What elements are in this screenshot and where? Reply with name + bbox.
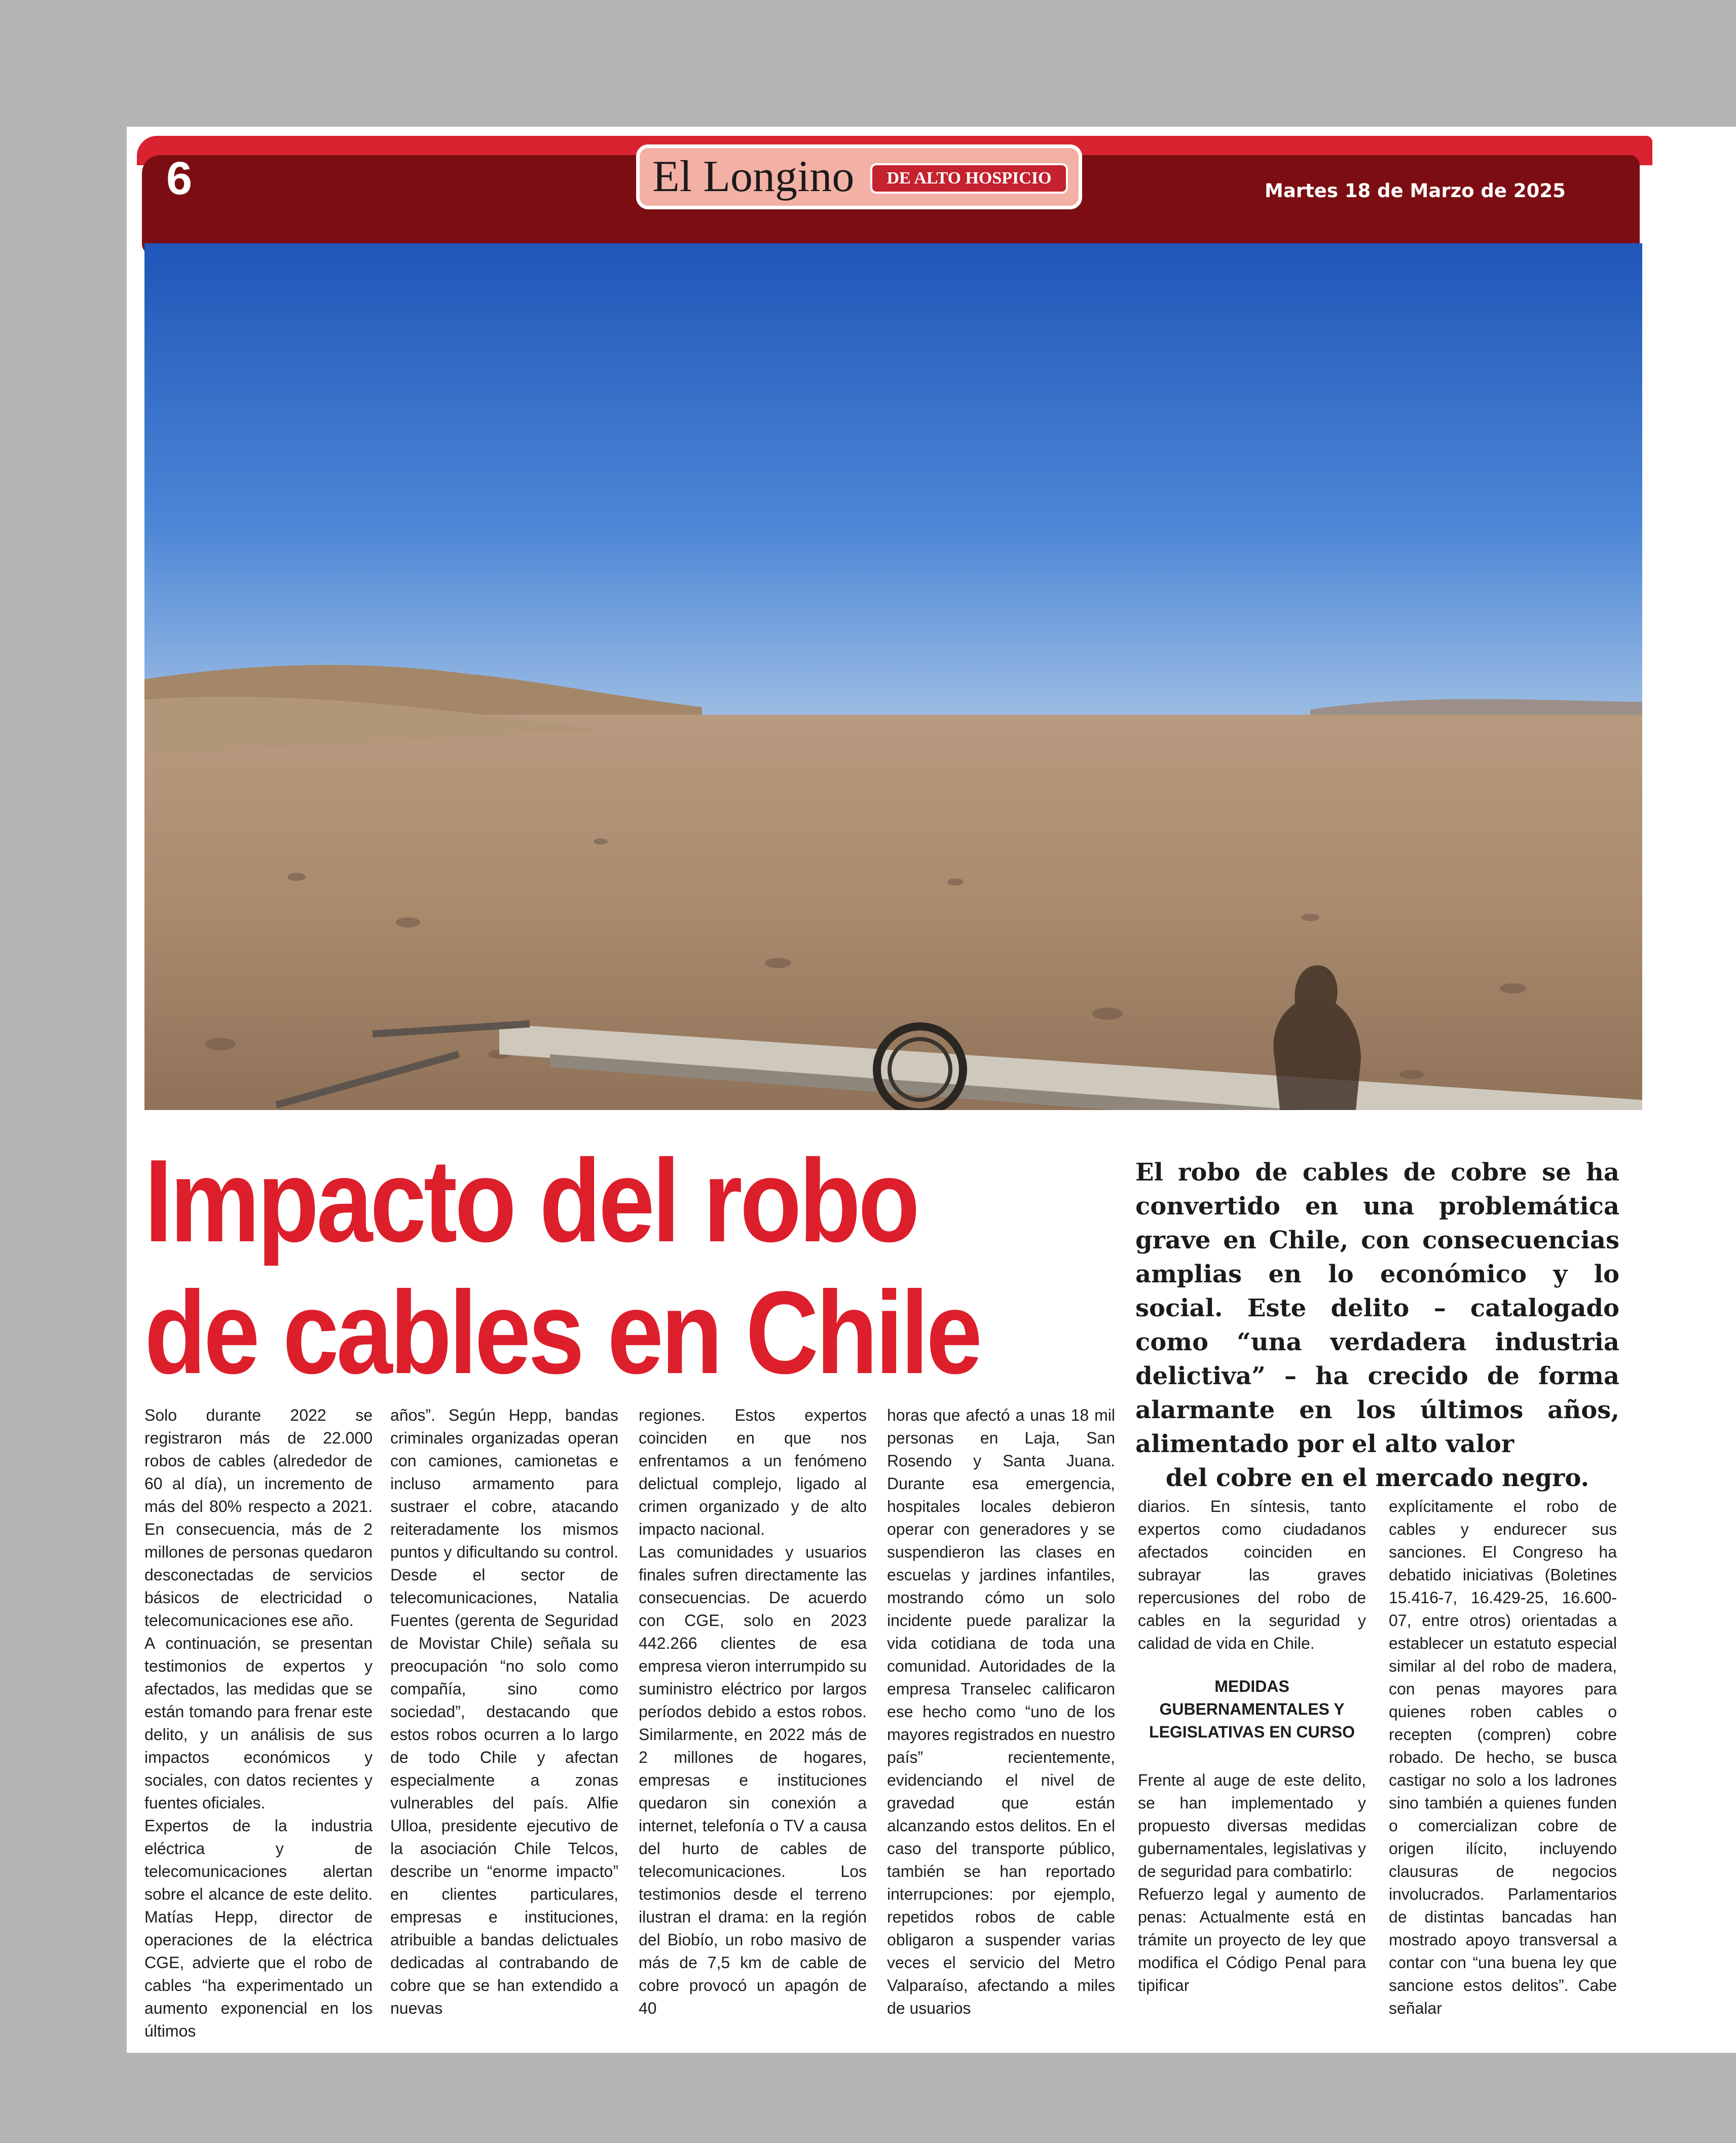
paragraph: Frente al auge de este delito, se han implementado y propuesto diversas medidas gubernamentales, legislativas y de seguridad para combatirlo: xyxy=(1138,1771,1366,1880)
section-subheading: MEDIDAS GUBERNAMENTALES Y LEGISLATIVAS EN CURSO xyxy=(1149,1677,1355,1741)
newspaper-page xyxy=(127,127,1736,2053)
paragraph: explícitamente el robo de cables y endurecer sus sanciones. El Congreso ha debatido iniciativas (Boletines 15.416-7, 16.429-25, 16.600-07, entre otros) orientadas a establecer un estatuto especial similar al del robo de madera, con penas mayores para quienes roben cables o recepten (compren) cobre robado. De hecho, se busca castigar no solo a los ladrones sino también a quienes funden o comercializan cobre de origen ilícito, incluyendo clausuras de negocios involucrados. Parlamentarios de distintas bancadas han mostrado apoyo transversal a contar con “una buena ley que sancione estos delitos”. Cabe señalar xyxy=(1389,1497,1617,2017)
photo-desert-fallen-pole-icon xyxy=(144,243,1642,1110)
article-photo xyxy=(144,243,1642,1110)
paragraph: Las comunidades y usuarios finales sufren directamente las consecuencias. De acuerdo con CGE, solo en 2023 442.266 clientes de esa empresa vieron interrumpido su suministro eléctrico por largos períodos debido a estos robos. Similarmente, en 2022 más de 2 millones de hogares, empresas e instituciones quedaron sin conexión a internet, telefonía o TV a causa del hurto de cables de telecomunicaciones. Los testimonios desde el terreno ilustran el drama: en la región del Biobío, un robo masivo de más de 7,5 km de cable de cobre provocó un apagón de 40 xyxy=(639,1543,867,2017)
paragraph: Expertos de la industria eléctrica y de telecomunicaciones alertan sobre el alcance de este delito. Matías Hepp, director de operaciones de la eléctrica CGE, advierte que el robo de cables “ha experimentado un aumento exponencial en los últimos xyxy=(144,1817,373,2040)
paragraph: Solo durante 2022 se registraron más de 22.000 robos de cables (alrededor de 60 al día), un incremento de más del 80% respecto a 2021. En consecuencia, más de 2 millones de personas quedaron desconectadas de servicios básicos de electricidad o telecomunicaciones ese año. xyxy=(144,1406,373,1630)
paragraph: años”. Según Hepp, bandas criminales organizadas operan con camiones, camionetas e incluso armamento para sustraer el cobre, atacando reiteradamente los mismos puntos y dificultando su control. Desde el sector de telecomunicaciones, Natalia Fuentes (gerenta de Seguridad de Movistar Chile) señala su preocupación “no solo como compañía, sino como sociedad”, destacando que estos robos ocurren a lo largo de todo Chile y afectan especialmente a zonas vulnerables del país. Alfie Ulloa, presidente ejecutivo de la asociación Chile Telcos, describe un “enorme impacto” en clientes particulares, empresas e instituciones, atribuible a bandas delictuales dedicadas al contrabando de cobre que se han extendido a nuevas xyxy=(390,1406,618,2017)
headline-line-1: Impacto del robo xyxy=(144,1135,917,1267)
paragraph: A continuación, se presentan testimonios de expertos y afectados, las medidas que se están tomando para frenar este delito, y un análisis de sus impactos económicos y sociales, con datos recientes y fuentes oficiales. xyxy=(144,1634,373,1812)
article-deck xyxy=(1135,1156,1619,1495)
masthead-tag: DE ALTO HOSPICIO xyxy=(870,163,1068,194)
paragraph: Refuerzo legal y aumento de penas: Actualmente está en trámite un proyecto de ley que modifica el Código Penal para tipificar xyxy=(1138,1885,1366,1994)
masthead-logo xyxy=(636,144,1082,209)
article-column-5 xyxy=(1138,1495,1366,1997)
paragraph: regiones. Estos expertos coinciden en que nos enfrentamos a un fenómeno delictual complejo, ligado al crimen organizado y de alto impacto nacional. xyxy=(639,1406,867,1538)
page-number: 6 xyxy=(166,153,193,204)
issue-date: Martes 18 de Marzo de 2025 xyxy=(1265,180,1566,202)
deck-main: El robo de cables de cobre se ha convertido en una problemática grave en Chile, con consecuencias amplias en lo económico y lo social. Este delito – catalogado como “una verdadera industria delictiva” – ha crecido de forma alarmante en los últimos años, alimentado por el alto valor xyxy=(1135,1158,1619,1458)
paragraph: horas que afectó a unas 18 mil personas en Laja, San Rosendo y Santa Juana. Durante esa emergencia, hospitales locales debieron operar con generadores y se suspendieron las clases en escuelas y jardines infantiles, mostrando cómo un solo incidente puede paralizar la vida cotidiana de toda una comunidad. Autoridades de la empresa Transelec calificaron ese hecho como “uno de los mayores registrados en nuestro país” recientemente, evidenciando el nivel de gravedad que están alcanzando estos delitos. En el caso del transporte público, también se han reportado interrupciones: por ejemplo, repetidos robos de cable obligaron a suspender varias veces el servicio del Metro Valparaíso, afectando a miles de usuarios xyxy=(887,1406,1115,2017)
paragraph: diarios. En síntesis, tanto expertos como ciudadanos afectados coinciden en subrayar las graves repercusiones del robo de cables en la seguridad y calidad de vida en Chile. xyxy=(1138,1497,1366,1652)
article-column-2 xyxy=(390,1404,618,2020)
masthead-title: El Longino xyxy=(652,152,855,201)
article-column-4 xyxy=(887,1404,1115,2020)
article-column-6 xyxy=(1389,1495,1617,2020)
article-column-1 xyxy=(144,1404,373,2043)
headline-line-2: de cables en Chile xyxy=(144,1267,980,1398)
headline xyxy=(144,1135,1016,1399)
deck-last-line: del cobre en el mercado negro. xyxy=(1165,1464,1590,1492)
article-column-3 xyxy=(639,1404,867,2020)
